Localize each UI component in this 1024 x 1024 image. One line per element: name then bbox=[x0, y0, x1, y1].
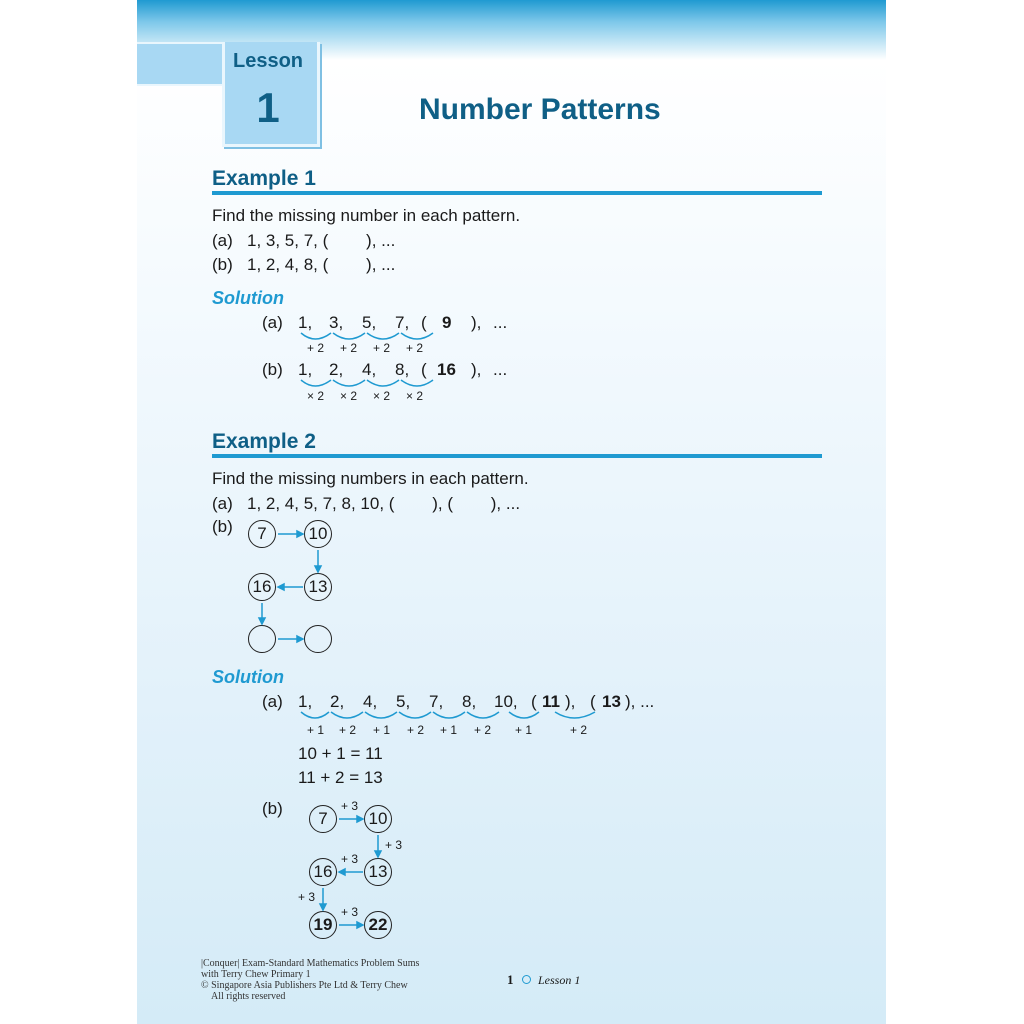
example2-rule bbox=[212, 454, 822, 458]
sol2a-term: 7, bbox=[429, 692, 444, 711]
sol2b-step: + 3 bbox=[385, 838, 403, 852]
sol1a-term: 1, bbox=[298, 313, 313, 332]
sol1b-term: 4, bbox=[362, 360, 377, 379]
sol2a-op: + 2 bbox=[407, 723, 425, 737]
sol1a-term: 3, bbox=[329, 313, 344, 332]
sol2b-step: + 3 bbox=[341, 799, 359, 813]
footer-line: with Terry Chew Primary 1 bbox=[201, 969, 311, 980]
sol2a-term: 4, bbox=[363, 692, 378, 711]
example1-part-b-sequence: 1, 2, 4, 8, ( ), ... bbox=[247, 255, 396, 274]
sol2b-arrows bbox=[297, 795, 417, 955]
sol1b-ellipsis: ... bbox=[493, 360, 508, 379]
sol2b-label: (b) bbox=[262, 799, 283, 818]
sol2b-node: 13 bbox=[364, 858, 392, 886]
sol1b-open: ( bbox=[421, 360, 427, 379]
sol2b-node: 10 bbox=[364, 805, 392, 833]
sol2a-open: ( bbox=[590, 692, 596, 711]
sol2a-equation: 10 + 1 = 11 bbox=[298, 744, 383, 763]
sol1b-label: (b) bbox=[262, 360, 283, 379]
sol2a-op: + 2 bbox=[570, 723, 588, 737]
sol1b-op: × 2 bbox=[307, 389, 325, 403]
example2-part-a-sequence: 1, 2, 4, 5, 7, 8, 10, ( ), ( ), ... bbox=[247, 494, 521, 513]
sol1b-term: 8, bbox=[395, 360, 410, 379]
example1-part-b-label: (b) bbox=[212, 255, 233, 274]
sol1b-close: ), bbox=[471, 360, 482, 379]
sol1a-open: ( bbox=[421, 313, 427, 332]
sol1a-op: + 2 bbox=[406, 341, 424, 355]
sol1a-answer: 9 bbox=[442, 313, 452, 332]
sol2a-term: 5, bbox=[396, 692, 411, 711]
sol1b-term: 2, bbox=[329, 360, 344, 379]
footer-credits bbox=[201, 958, 419, 1002]
sol1b-term: 1, bbox=[298, 360, 313, 379]
pattern-arrows bbox=[237, 510, 357, 670]
sol1b-op: × 2 bbox=[373, 389, 391, 403]
page-number-bullet-icon bbox=[522, 975, 531, 984]
pattern-node: 13 bbox=[304, 573, 332, 601]
example2-part-a-label: (a) bbox=[212, 494, 233, 513]
workbook-page bbox=[137, 0, 886, 1024]
sol2a-close: ), ... bbox=[625, 692, 655, 711]
sol1a-op: + 2 bbox=[373, 341, 391, 355]
sol2a-op: + 1 bbox=[440, 723, 458, 737]
sol2a-close: ), bbox=[565, 692, 576, 711]
example2-part-b-label: (b) bbox=[212, 517, 233, 536]
example1-heading: Example 1 bbox=[212, 167, 316, 190]
example2-instruction: Find the missing numbers in each pattern. bbox=[212, 469, 529, 488]
sol1a-term: 5, bbox=[362, 313, 377, 332]
sol1b-answer: 16 bbox=[437, 360, 456, 379]
sol2b-step: + 3 bbox=[341, 852, 359, 866]
sol2b-node: 7 bbox=[309, 805, 337, 833]
sol2a-term: 8, bbox=[462, 692, 477, 711]
example1-part-a-sequence: 1, 3, 5, 7, ( ), ... bbox=[247, 231, 396, 250]
sol2a-answer: 13 bbox=[602, 692, 621, 711]
sol2b-node-answer: 19 bbox=[309, 911, 337, 939]
example2-heading: Example 2 bbox=[212, 430, 316, 453]
lesson-word: Lesson bbox=[232, 50, 304, 72]
sol1a-close: ), bbox=[471, 313, 482, 332]
page-title: Number Patterns bbox=[419, 93, 661, 126]
sol2a-op: + 1 bbox=[373, 723, 391, 737]
sol2a-term: 10, bbox=[494, 692, 518, 711]
sol2b-node-answer: 22 bbox=[364, 911, 392, 939]
example1-part-a-label: (a) bbox=[212, 231, 233, 250]
sol2a-op: + 2 bbox=[474, 723, 492, 737]
pattern-node: 10 bbox=[304, 520, 332, 548]
sol2b-node: 16 bbox=[309, 858, 337, 886]
footer-line: All rights reserved bbox=[211, 991, 286, 1002]
page-number: 1 bbox=[507, 972, 514, 987]
sol2a-op: + 1 bbox=[307, 723, 325, 737]
lesson-number: 1 bbox=[256, 84, 280, 131]
sol1b-op: × 2 bbox=[406, 389, 424, 403]
sol1a-ellipsis: ... bbox=[493, 313, 508, 332]
footer-line: |Conquer| Exam-Standard Mathematics Problem Sums bbox=[201, 958, 420, 969]
sol1a-op: + 2 bbox=[307, 341, 325, 355]
sol2a-step-arcs bbox=[299, 708, 609, 724]
sol1a-op: + 2 bbox=[340, 341, 358, 355]
footer-line: © Singapore Asia Publishers Pte Ltd & Terry Chew bbox=[201, 980, 408, 991]
sol2a-equation: 11 + 2 = 13 bbox=[298, 768, 383, 787]
sol2a-term: 2, bbox=[330, 692, 345, 711]
sol2b-step: + 3 bbox=[341, 905, 359, 919]
sol2a-label: (a) bbox=[262, 692, 283, 711]
sol2a-term: 1, bbox=[298, 692, 313, 711]
example1-instruction: Find the missing number in each pattern. bbox=[212, 206, 521, 225]
sol1a-term: 7, bbox=[395, 313, 410, 332]
page-lesson-label: Lesson 1 bbox=[538, 973, 581, 987]
pattern-node: 16 bbox=[248, 573, 276, 601]
sol2a-op: + 2 bbox=[339, 723, 357, 737]
sol1a-label: (a) bbox=[262, 313, 283, 332]
sol2a-op: + 1 bbox=[515, 723, 533, 737]
example1-rule bbox=[212, 191, 822, 195]
sol2a-answer: 11 bbox=[542, 692, 560, 711]
pattern-node: 7 bbox=[248, 520, 276, 548]
sol2a-open: ( bbox=[531, 692, 537, 711]
sol1b-op: × 2 bbox=[340, 389, 358, 403]
example1-solution-label: Solution bbox=[212, 288, 284, 308]
example2-solution-label: Solution bbox=[212, 667, 284, 687]
sol2b-step: + 3 bbox=[298, 890, 316, 904]
